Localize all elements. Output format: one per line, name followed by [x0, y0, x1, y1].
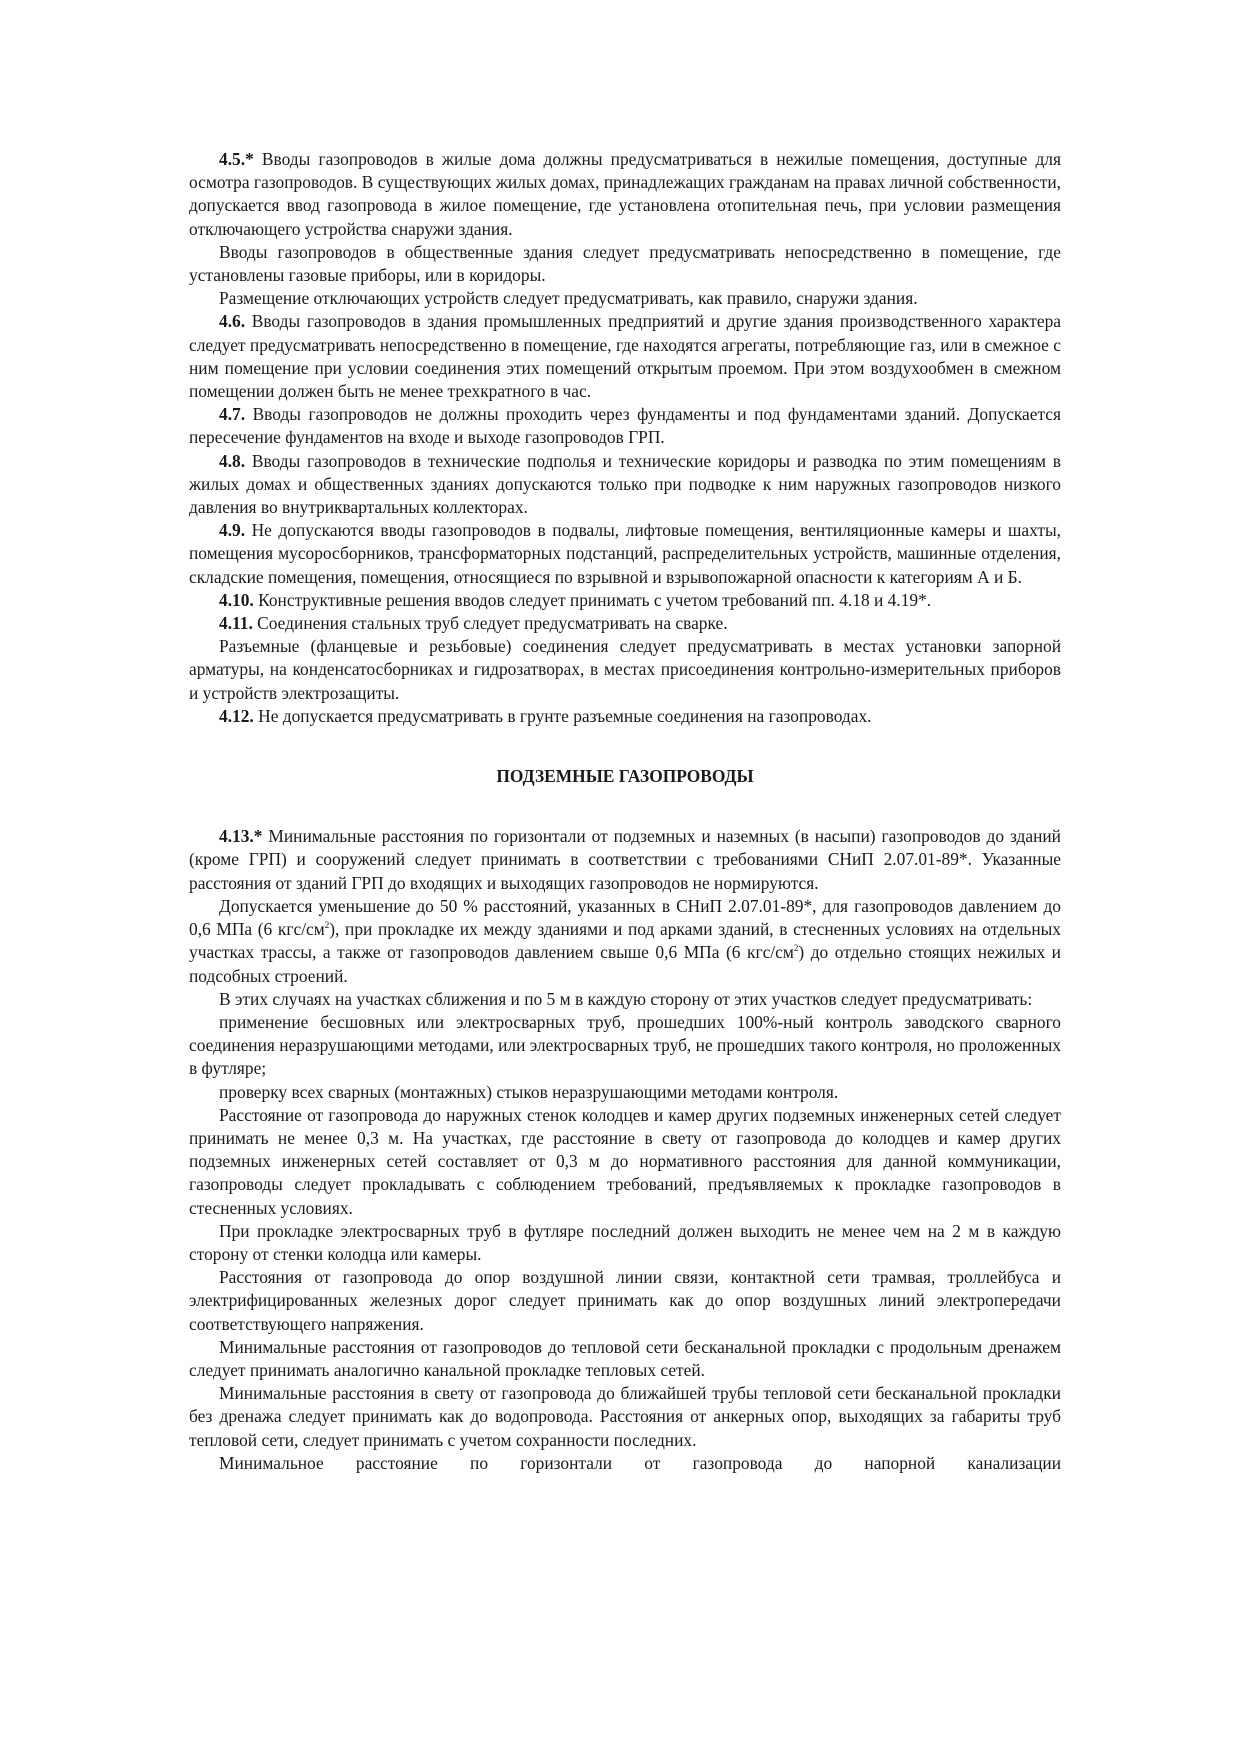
superscript: 2 [793, 943, 799, 954]
text-run: ) до отдельно стоящих нежилых и подсобных строений. [189, 942, 1061, 986]
paragraph: Расстояние от газопровода до наружных стенок колодцев и камер других подземных инженерных сетей следует принимать не менее 0,3 м. На участках, где расстояние в свету от газопровода до колодцев и камер других подземных инженерных сетей составляет от 0,3 м до нормативного расстояния для данной коммуникации, газопроводы следует прокладывать с соблюдением требований, предъявляемых к прокладке газопроводов в стесненных условиях. [189, 1104, 1061, 1218]
paragraph: Расстояния от газопровода до опор воздушной линии связи, контактной сети трамвая, троллейбуса и электрифицированных железных дорог следует принимать как до опор воздушных линий электропередачи соответствующего напряжения. [189, 1267, 1061, 1334]
section-heading: ПОДЗЕМНЫЕ ГАЗОПРОВОДЫ [496, 766, 754, 787]
clause-number: 4.8. [219, 450, 246, 471]
paragraph: В этих случаях на участках сближения и по 5 м в каждую сторону от этих участков следует предусматривать: [219, 988, 1033, 1009]
clause-number: 4.6. [219, 311, 246, 332]
paragraph: При прокладке электросварных труб в футляре последний должен выходить не менее чем на 2 м в каждую сторону от стенки колодца или камеры. [189, 1220, 1061, 1264]
clause-number: 4.7. [219, 404, 246, 425]
paragraph-4-8 [189, 450, 1061, 520]
text-run: ), при прокладке их между зданиями и под арками зданий, в стесненных условиях на отдельных участках трассы, а также от газопроводов давлением свыше 0,6 МПа (6 кгс/см [189, 919, 1062, 963]
paragraph: проверку всех сварных (монтажных) стыков неразрушающими методами контроля. [219, 1081, 839, 1102]
paragraph [189, 895, 1061, 988]
paragraph-4-7 [189, 403, 1061, 449]
paragraph-4-9 [189, 519, 1061, 589]
paragraph-text: Вводы газопроводов в здания промышленных предприятий и другие здания производственного характера следует предусматривать непосредственно в помещение, где находятся агрегаты, потребляющие газ, или в смежное с ним помещение при условии соединения этих помещений открытым проемом. При этом воздухообмен в смежном помещении должен быть не менее трехкратного в час. [189, 311, 1061, 402]
clause-number: 4.13.* [219, 826, 263, 847]
paragraph: Минимальное расстояние по горизонтали от газопровода до напорной канализации [219, 1452, 1061, 1473]
clause-number: 4.9. [219, 520, 246, 541]
paragraph-text: Вводы газопроводов не должны проходить через фундаменты и под фундаментами зданий. Допускается пересечение фундаментов на входе и выходе газопроводов ГРП. [189, 404, 1061, 448]
paragraph: Вводы газопроводов в общественные здания следует предусматривать непосредственно в помещение, где установлены газовые приборы, или в коридоры. [189, 241, 1061, 286]
document-page [189, 148, 1061, 1475]
paragraph: применение бесшовных или электросварных труб, прошедших 100%-ный контроль заводского сварного соединения неразрушающими методами, или электросварных труб, не прошедших такого контроля, но проложенных в футляре; [189, 1011, 1061, 1079]
paragraph-text: Минимальные расстояния по горизонтали от подземных и наземных (в насыпи) газопроводов до зданий (кроме ГРП) и сооружений следует принимать в соответствии с требованиями СНиП 2.07.01-89*. Указанные расстояния от зданий ГРП до входящих и выходящих газопроводов не нормируются. [189, 826, 1061, 893]
text-run: Допускается уменьшение до 50 % расстояний, указанных в СНиП 2.07.01-89*, для газопроводов давлением до 0,6 МПа (6 кгс/см [189, 895, 1061, 940]
clause-number: 4.5.* [219, 149, 254, 169]
paragraph: Размещение отключающих устройств следует предусматривать, как правило, снаружи здания. [219, 288, 918, 309]
paragraph-text: Конструктивные решения вводов следует принимать с учетом требований пп. 4.18 и 4.19*. [253, 589, 932, 610]
paragraph-text: Вводы газопроводов в жилые дома должны предусматриваться в нежилые помещения, доступные для осмотра газопроводов. В существующих жилых домах, принадлежащих гражданам на правах личной собственности, допускается ввод газопровода в жилое помещение, где установлена отопительная печь, при условии размещения отключающего устройства снаружи здания. [189, 149, 1061, 239]
paragraph-4-13 [189, 825, 1061, 895]
paragraph: Минимальные расстояния в свету от газопровода до ближайшей трубы тепловой сети бесканальной прокладки без дренажа следует принимать как до водопровода. Расстояния от анкерных опор, выходящих за габариты труб тепловой сети, следует принимать с учетом сохранности последних. [189, 1383, 1061, 1450]
paragraph-text: Соединения стальных труб следует предусматривать на сварке. [252, 613, 728, 634]
paragraph-4-6 [189, 310, 1061, 403]
superscript: 2 [324, 920, 330, 931]
paragraph-text: Вводы газопроводов в технические подполья и технические коридоры и разводка по этим помещениям в жилых домах и общественных зданиях допускаются только при подводке к ним наружных газопроводов низкого давления во внутриквартальных коллекторах. [189, 450, 1061, 518]
clause-number: 4.12. [219, 705, 254, 726]
paragraph-text: Не допускаются вводы газопроводов в подвалы, лифтовые помещения, вентиляционные камеры и шахты, помещения мусоросборников, трансформаторных подстанций, распределительных устройств, машинные отделения, складские помещения, помещения, относящиеся по взрывной и взрывопожарной опасности к категориям А и Б. [189, 520, 1061, 587]
paragraph: Разъемные (фланцевые и резьбовые) соединения следует предусматривать в местах установки запорной арматуры, на конденсатосборниках и гидрозатворах, в местах присоединения контрольно-измерительных приборов и устройств электрозащиты. [189, 636, 1061, 703]
paragraph-4-10 [189, 589, 1061, 612]
clause-number: 4.10. [219, 589, 254, 610]
paragraph: Минимальные расстояния от газопроводов до тепловой сети бесканальной прокладки с продольным дренажем следует принимать аналогично канальной прокладке тепловых сетей. [189, 1336, 1061, 1380]
clause-number: 4.11. [219, 613, 253, 634]
paragraph-text: Не допускается предусматривать в грунте разъемные соединения на газопроводах. [253, 705, 872, 726]
paragraph-4-5 [189, 148, 1061, 241]
paragraph-4-11 [189, 612, 1061, 635]
paragraph-4-12 [189, 705, 1061, 728]
